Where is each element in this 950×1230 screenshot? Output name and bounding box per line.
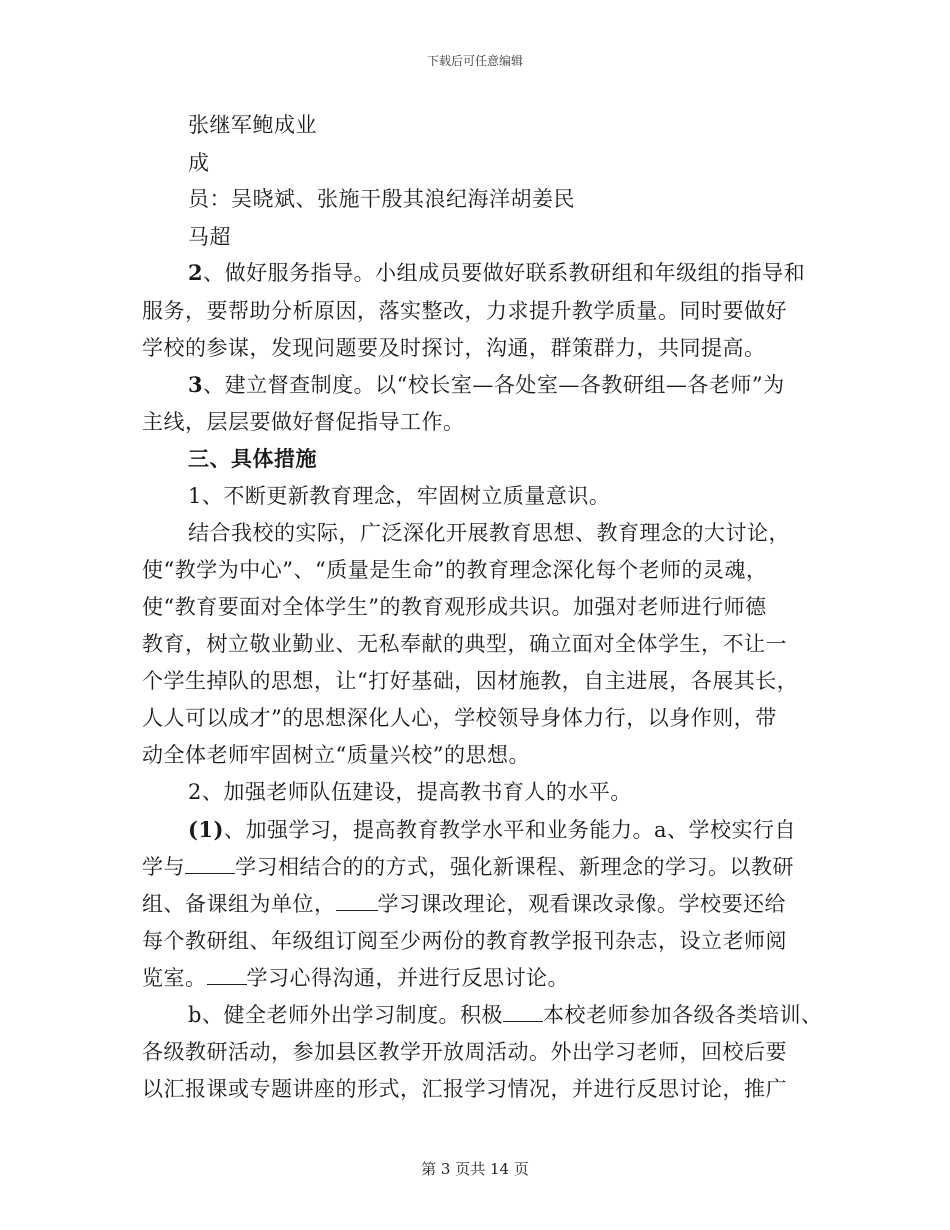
fill-in-blank	[185, 855, 235, 874]
text-line: 马超	[188, 225, 231, 249]
text-line	[188, 1000, 822, 1030]
text-line: 主线，层层要做好督促指导工作。	[142, 410, 465, 434]
item-number: 3	[188, 372, 204, 397]
text-span: 、建立督查制度。以“校长室—各处室—各教研组—各老师”为	[203, 373, 785, 397]
text-span: 、加强学习，提高教育教学水平和业务能力。a、学校实行自	[223, 818, 797, 842]
text-line	[142, 963, 569, 993]
item-number: 2	[188, 260, 204, 285]
text-line	[188, 258, 805, 288]
fill-in-blank	[336, 892, 378, 911]
text-line	[188, 815, 796, 845]
text-span: 览室。	[142, 966, 207, 990]
page-header: 下载后可任意编辑	[426, 54, 523, 68]
text-line	[188, 370, 785, 400]
text-line: 动全体老师牢固树立“质量兴校”的思想。	[142, 743, 530, 767]
text-span: 学习心得沟通，并进行反思讨论。	[246, 966, 569, 990]
text-span: 学与	[142, 855, 185, 879]
text-line: 1、不断更新教育理念，牢固树立质量意识。	[188, 484, 611, 508]
text-span: 本校老师参加各级各类培训、	[542, 1003, 823, 1027]
page-footer: 第 3 页共 14 页	[421, 1160, 529, 1178]
text-line: 成	[188, 151, 210, 175]
text-line: 以汇报课或专题讲座的形式，汇报学习情况，并进行反思讨论，推广	[142, 1077, 787, 1101]
text-line: 服务，要帮助分析原因，落实整改，力求提升教学质量。同时要做好	[142, 299, 787, 323]
text-line: 教育，树立敬业勤业、无私奉献的典型，确立面对全体学生，不让一	[142, 632, 787, 656]
text-span: 组、备课组为单位，	[142, 892, 336, 916]
fill-in-blank	[207, 966, 247, 985]
text-line: 结合我校的实际，广泛深化开展教育思想、教育理念的大讨论，	[188, 521, 790, 545]
text-span: b、健全老师外出学习制度。积极	[188, 1003, 503, 1027]
item-number: (1)	[188, 817, 224, 842]
text-line: 员：吴晓斌、张施干殷其浪纪海洋胡姜民	[188, 187, 575, 211]
fill-in-blank	[503, 1003, 543, 1022]
text-line: 使“教学为中心”、“质量是生命”的教育理念深化每个老师的灵魂，	[142, 558, 768, 582]
text-span: 学习相结合的的方式，强化新课程、新理念的学习。以教研	[235, 855, 794, 879]
text-span: 学习课改理论，观看课改录像。学校要还给	[377, 892, 786, 916]
text-span: 、做好服务指导。小组成员要做好联系教研组和年级组的指导和	[203, 261, 806, 285]
text-line: 每个教研组、年级组订阅至少两份的教育教学报刊杂志，设立老师阅	[142, 929, 787, 953]
text-line: 使“教育要面对全体学生”的教育观形成共识。加强对老师进行师德	[142, 595, 767, 619]
text-line	[142, 852, 794, 882]
text-line: 2、加强老师队伍建设，提高教书育人的水平。	[188, 780, 632, 804]
text-line	[142, 889, 786, 919]
text-line: 张继军鲍成业	[188, 113, 317, 137]
section-heading: 三、具体措施	[188, 446, 317, 471]
text-line: 学校的参谋，发现问题要及时探讨，沟通，群策群力，共同提高。	[142, 336, 766, 360]
text-line: 人人可以成才”的思想深化人心，学校领导身体力行，以身作则，带	[142, 706, 777, 730]
text-line: 个学生掉队的思想，让“打好基础，因材施教，自主进展，各展其长，	[142, 669, 799, 693]
text-line: 各级教研活动，参加县区教学开放周活动。外出学习老师，回校后要	[142, 1040, 787, 1064]
